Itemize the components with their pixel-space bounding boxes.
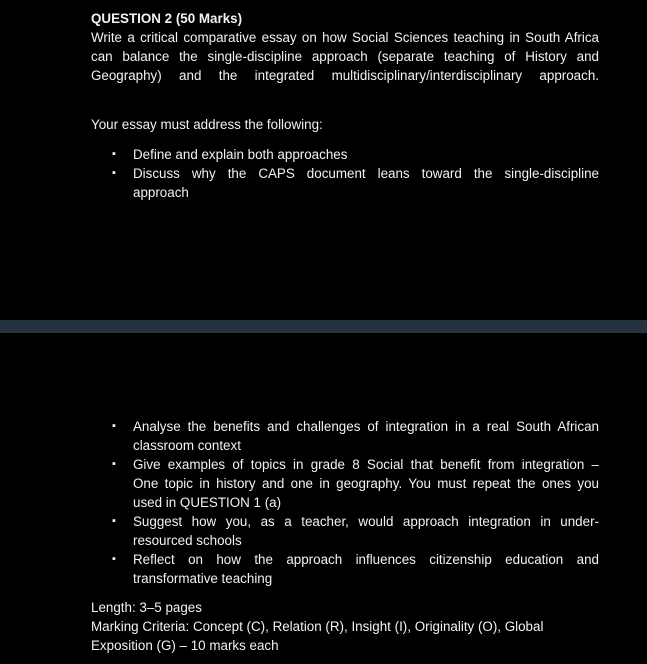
list-item — [91, 164, 599, 202]
marking-criteria-line-1: Marking Criteria: Concept (C), Relation (R), Insight (I), Originality (O), Global — [91, 619, 544, 634]
list-item-text: approach — [133, 185, 189, 200]
question-intro-line-1: Write a critical comparative essay on how Social Sciences teaching in South Africa — [91, 30, 599, 45]
list-item — [91, 145, 599, 164]
list-item-text: One topic in history and one in geography. You must repeat the ones you — [133, 476, 599, 491]
marking-criteria-line-2: Exposition (G) – 10 marks each — [91, 638, 279, 653]
document-page-bottom — [0, 333, 647, 664]
question-intro-line-3: Geography) and the integrated multidisciplinary/interdisciplinary approach. — [91, 68, 599, 83]
bullet-icon: ▪ — [112, 458, 116, 470]
list-item — [91, 455, 599, 512]
must-address-heading: Your essay must address the following: — [91, 117, 323, 132]
length-requirement: Length: 3–5 pages — [91, 600, 202, 615]
bullet-icon: ▪ — [112, 553, 116, 565]
question-intro-line-2: can balance the single-discipline approach (separate teaching of History and — [91, 49, 599, 64]
list-item — [91, 417, 599, 455]
document-page-top — [0, 0, 647, 320]
question-block-top — [91, 9, 599, 202]
list-item — [91, 512, 599, 550]
bullet-icon: ▪ — [112, 167, 116, 179]
list-item — [91, 550, 599, 588]
list-item-text: Give examples of topics in grade 8 Social that benefit from integration – — [133, 457, 599, 472]
bullet-icon: ▪ — [112, 148, 116, 160]
list-item-text: Suggest how you, as a teacher, would approach integration in under- — [133, 514, 599, 529]
bullet-icon: ▪ — [112, 420, 116, 432]
page-separator — [0, 320, 647, 333]
list-item-text: Analyse the benefits and challenges of integration in a real South African — [133, 419, 599, 434]
list-item-text: Define and explain both approaches — [133, 147, 348, 162]
bullet-list-top — [91, 145, 599, 202]
list-item-text: Reflect on how the approach influences citizenship education and — [133, 552, 599, 567]
question-title: QUESTION 2 (50 Marks) — [91, 11, 243, 26]
list-item-text: used in QUESTION 1 (a) — [133, 495, 282, 510]
list-item-text: transformative teaching — [133, 571, 273, 586]
list-item-text: classroom context — [133, 438, 241, 453]
list-item-text: Discuss why the CAPS document leans toward the single-discipline — [133, 166, 599, 181]
list-item-text: resourced schools — [133, 533, 242, 548]
question-block-bottom — [91, 417, 599, 655]
bullet-list-bottom — [91, 417, 599, 588]
bullet-icon: ▪ — [112, 515, 116, 527]
